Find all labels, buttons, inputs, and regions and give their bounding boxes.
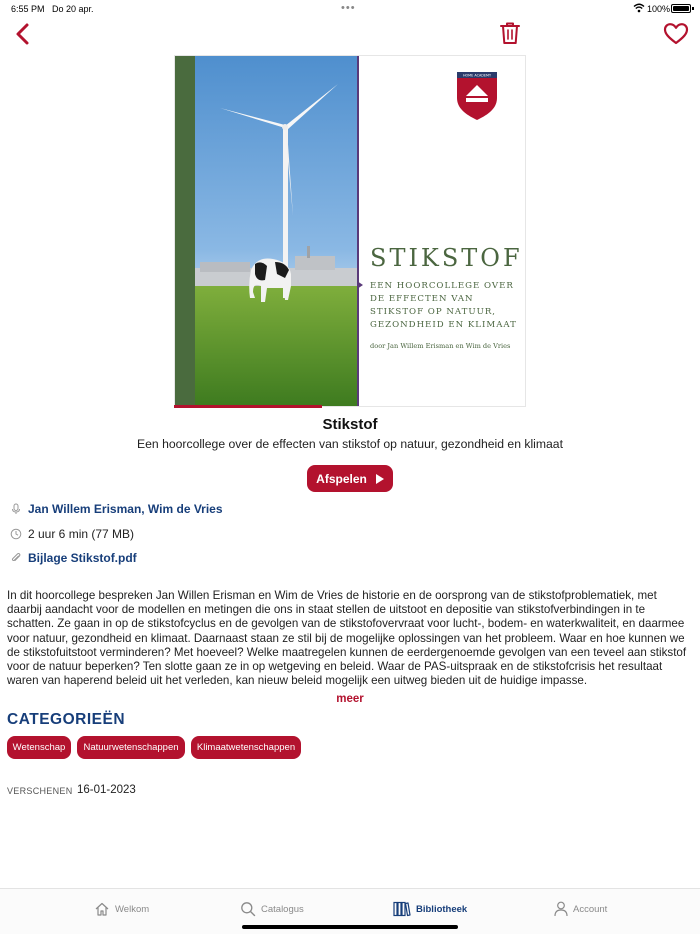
battery-tip bbox=[692, 7, 694, 10]
cover-text-panel bbox=[359, 56, 526, 407]
cover-image bbox=[174, 55, 526, 407]
paperclip-icon bbox=[10, 552, 22, 564]
battery-percentage: 100% bbox=[647, 4, 671, 14]
tab-label: Account bbox=[573, 903, 608, 915]
battery-icon bbox=[671, 4, 691, 13]
status-bar bbox=[0, 0, 700, 18]
category-chip[interactable]: Natuurwetenschappen bbox=[77, 736, 185, 759]
play-button[interactable] bbox=[307, 465, 393, 492]
published-date: 16-01-2023 bbox=[77, 784, 136, 796]
meta-attachment-row bbox=[10, 550, 137, 566]
cover-subtitle: EEN HOORCOLLEGE OVER DE EFFECTEN VAN STIKSTOF OP NATUUR, GEZONDHEID EN KLIMAAT bbox=[370, 281, 517, 330]
play-icon bbox=[376, 474, 384, 484]
tab-label: Welkom bbox=[115, 903, 150, 915]
duration-text: 2 uur 6 min (77 MB) bbox=[28, 527, 135, 541]
tab-account[interactable] bbox=[554, 899, 607, 919]
multitasking-dots-icon[interactable]: ••• bbox=[341, 2, 356, 14]
page-subtitle: Een hoorcollege over de effecten van stikstof op natuur, gezondheid en klimaat bbox=[137, 437, 563, 451]
tab-welkom[interactable] bbox=[94, 899, 149, 919]
tab-label: Catalogus bbox=[261, 903, 304, 915]
authors-link[interactable]: Jan Willem Erisman, Wim de Vries bbox=[28, 502, 223, 516]
playback-progress-fill bbox=[174, 405, 322, 408]
library-icon bbox=[393, 901, 411, 917]
status-date: Do 20 apr. bbox=[52, 4, 94, 14]
clock-icon bbox=[10, 528, 22, 540]
user-icon bbox=[554, 901, 568, 917]
play-button-label: Afspelen bbox=[316, 471, 367, 486]
trash-icon[interactable] bbox=[498, 20, 522, 46]
description-text: In dit hoorcollege bespreken Jan Willen Erisman en Wim de Vries de historie en de oorsprong van de stikstofproblematiek, met daarbij aandacht voor de modellen en metingen die ons in staat stellen de uitstoot en depositie van stikstofverbindingen in te schatten. Ze gaan in op de stikstofcyclus en de gevolgen van de stikstofovervraat voor lucht-, bodem- en waterkwaliteit, en daarmee voor natuur, gezondheid en klimaat. Daarnaast staan ze stil bij de mogelijke oplossingen van het probleem. Waar en hoe kunnen we de stikstofuitstoot verminderen? Met hoeveel? Welke maatregelen kunnen de eerdergenoemde gevolgen van een teveel aan stikstof voor de natuur beperken? Ten slotte gaan ze in op wetgeving en beleid. Waar de PAS-uitspraak en de stikstofcrisis het resultaat waren van haperend beleid uit het verleden, kan nieuw beleid mogelijk een uitweg bieden uit de huidige impasse. bbox=[7, 589, 687, 688]
meta-duration-row bbox=[10, 526, 134, 542]
cover-photo-wind-turbine-cow bbox=[195, 56, 357, 407]
tab-bibliotheek[interactable] bbox=[393, 899, 467, 919]
cover-authors: door Jan Willem Erisman en Wim de Vries bbox=[370, 342, 511, 350]
more-link[interactable]: meer bbox=[336, 693, 364, 705]
heart-icon[interactable] bbox=[663, 22, 689, 46]
page-title: Stikstof bbox=[322, 416, 378, 433]
search-icon bbox=[240, 901, 256, 917]
category-chip[interactable]: Klimaatwetenschappen bbox=[191, 736, 301, 759]
cover-spine bbox=[175, 56, 195, 407]
playback-progress-bar bbox=[174, 405, 526, 408]
home-icon bbox=[94, 901, 110, 917]
published-label: VERSCHENEN bbox=[7, 786, 73, 796]
cover-title: STIKSTOF bbox=[370, 244, 523, 272]
home-indicator[interactable] bbox=[242, 925, 458, 929]
home-academy-logo bbox=[457, 72, 497, 120]
status-time: 6:55 PM bbox=[11, 4, 45, 14]
logo-text: HOME ACADEMY bbox=[462, 73, 492, 78]
meta-authors-row bbox=[10, 501, 223, 517]
category-chip[interactable]: Wetenschap bbox=[7, 736, 71, 759]
attachment-link[interactable]: Bijlage Stikstof.pdf bbox=[28, 551, 137, 565]
microphone-icon bbox=[10, 503, 22, 515]
tab-label: Bibliotheek bbox=[416, 903, 468, 915]
wifi-icon bbox=[633, 3, 645, 13]
chevron-left-icon[interactable] bbox=[12, 22, 34, 46]
tab-catalogus[interactable] bbox=[240, 899, 304, 919]
categories-heading: CATEGORIEËN bbox=[7, 711, 126, 728]
